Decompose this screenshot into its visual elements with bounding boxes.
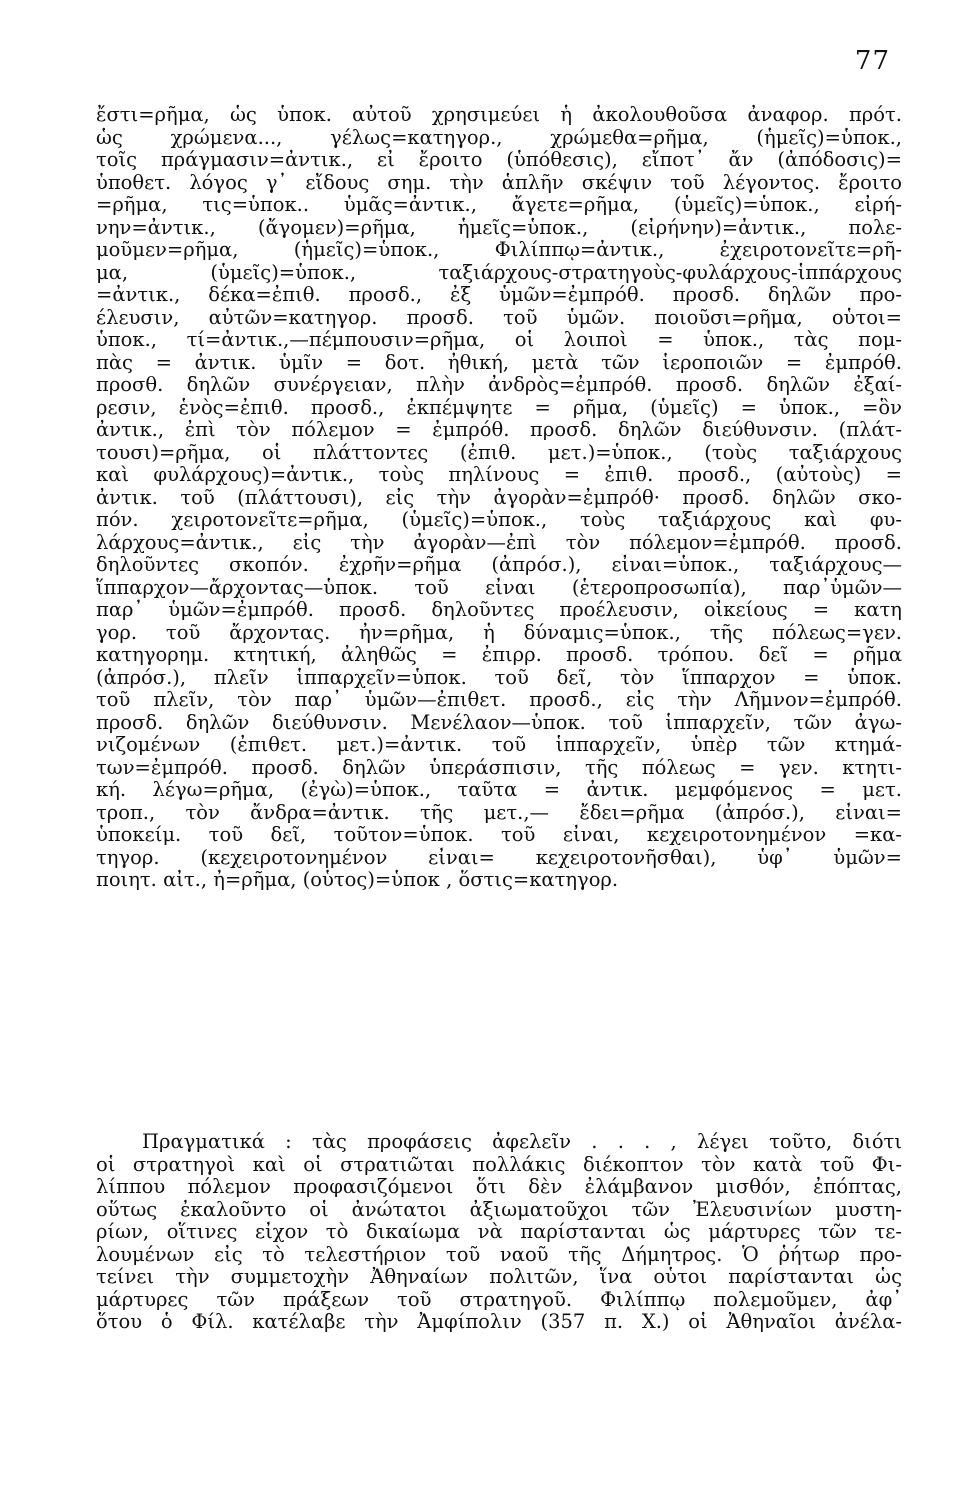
grammar-line: ὑποθετ. λόγος γ᾽ εἴδους σημ. τὴν ἁπλῆν σκέψιν τοῦ λέγοντος. ἔροιτο: [96, 171, 902, 194]
grammar-line: ἔστι=ρῆμα, ὡς ὑποκ. αὐτοῦ χρησιμεύει ἡ ἀκολουθοῦσα ἀναφορ. πρότ.: [96, 104, 902, 126]
grammar-line: κατηγορημ. κτητική, ἀληθῶς = ἐπιρρ. προσδ. τρόπου. δεῖ = ρῆμα: [96, 644, 902, 666]
grammar-line: προσδ. δηλῶν διεύθυνσιν. Μενέλαον—ὑποκ. τοῦ ἱππαρχεῖν, τῶν ἀγω-: [96, 711, 902, 734]
commentary-line: λουμένων εἰς τὸ τελεστήριον τοῦ ναοῦ τῆς Δήμητρος. Ὁ ῥήτωρ προ-: [96, 1243, 902, 1266]
grammar-line: τοῦ πλεῖν, τὸν παρ᾽ ὑμῶν—ἐπιθετ. προσδ., εἰς τὴν Λῆμνον=ἐμπρόθ.: [96, 689, 902, 711]
grammar-line: παρ᾽ ὑμῶν=ἐμπρόθ. προσδ. δηλοῦντες προέλευσιν, οἰκείους = κατη: [96, 599, 902, 621]
grammar-line: τροπ., τὸν ἄνδρα=ἀντικ. τῆς μετ.,— ἔδει=ρῆμα (ἀπρόσ.), εἶναι=: [96, 801, 902, 824]
commentary-line: τείνει τὴν συμμετοχὴν Ἀθηναίων πολιτῶν, ἵνα οὗτοι παρίστανται ὡς: [96, 1266, 902, 1288]
grammar-line: ἵππαρχον—ἄρχοντας—ὑποκ. τοῦ εἶναι (ἑτεροπροσωπία), παρ᾽ὑμῶν—: [96, 576, 902, 599]
grammar-line: πὰς = ἀντικ. ὑμῖν = δοτ. ἠθική, μετὰ τῶν ἱεροποιῶν = ἐμπρόθ.: [96, 351, 902, 374]
grammar-line: (ἀπρόσ.), πλεῖν ἱππαρχεῖν=ὑποκ. τοῦ δεῖ, τὸν ἵππαρχον = ὑποκ.: [96, 666, 902, 689]
commentary-line: ὅτου ὁ Φίλ. κατέλαβε τὴν Ἀμφίπολιν (357 π. Χ.) οἱ Ἀθηναῖοι ἀνέλα-: [96, 1311, 902, 1333]
grammar-line: τουσι)=ρῆμα, οἱ πλάττοντες (ἐπιθ. μετ.)=ὑποκ., (τοὺς ταξιάρχους: [96, 441, 902, 464]
grammar-line: ποιητ. αἰτ., ἦ=ρῆμα, (οὗτος)=ὑποκ , ὅστις=κατηγορ.: [96, 869, 619, 891]
grammar-line: =ρῆμα, τις=ὑποκ.. ὑμᾶς=ἀντικ., ἄγετε=ρῆμα, (ὑμεῖς)=ὑποκ., εἰρή-: [96, 194, 902, 216]
grammar-line: κή. λέγω=ρῆμα, (ἐγὼ)=ὑποκ., ταῦτα = ἀντικ. μεμφόμενος = μετ.: [96, 779, 902, 801]
grammar-line: προσθ. δηλῶν συνέργειαν, πλὴν ἀνδρὸς=ἐμπρόθ. προσδ. δηλῶν ἐξαί-: [96, 374, 902, 396]
grammar-line: λάρχους=ἀντικ., εἰς τὴν ἀγορὰν—ἐπὶ τὸν πόλεμον=ἐμπρόθ. προσδ.: [96, 531, 902, 554]
grammar-line: ὑποκείμ. τοῦ δεῖ, τοῦτον=ὑποκ. τοῦ εἶναι, κεχειροτονημένον =κα-: [96, 824, 902, 846]
grammar-line: πόν. χειροτονεῖτε=ρῆμα, (ὑμεῖς)=ὑποκ., τοὺς ταξιάρχους καὶ φυ-: [96, 509, 902, 531]
commentary-line: ρίων, οἵτινες εἶχον τὸ δικαίωμα νὰ παρίστανται ὡς μάρτυρες τῶν τε-: [96, 1221, 902, 1243]
grammar-line: νιζομένων (ἐπιθετ. μετ.)=ἀντικ. τοῦ ἱππαρχεῖν, ὑπὲρ τῶν κτημά-: [96, 734, 902, 756]
commentary-block: [96, 1131, 902, 1334]
grammar-line: τηγορ. (κεχειροτονημένον εἶναι= κεχειροτονῆσθαι), ὑφ᾽ ὑμῶν=: [96, 846, 902, 869]
grammar-line: καὶ φυλάρχους)=ἀντικ., τοὺς πηλίνους = ἐπιθ. προσδ., (αὐτοὺς) =: [96, 464, 902, 486]
grammar-analysis-block: [96, 104, 902, 892]
grammar-line: ἀντικ. τοῦ (πλάττουσι), εἰς τὴν ἀγορὰν=ἐμπρόθ· προσδ. δηλῶν σκο-: [96, 486, 902, 509]
grammar-line: γορ. τοῦ ἄρχοντας. ἦν=ρῆμα, ἡ δύναμις=ὑποκ., τῆς πόλεως=γεν.: [96, 621, 902, 644]
grammar-line: ὑποκ., τί=ἀντικ.,—πέμπουσιν=ρῆμα, οἱ λοιποὶ = ὑποκ., τὰς πομ-: [96, 329, 902, 351]
page-number: 77: [854, 46, 890, 76]
grammar-line: ρεσιν, ἑνὸς=ἐπιθ. προσδ., ἐκπέμψητε = ρῆμα, (ὑμεῖς) = ὑποκ., =ὃν: [96, 396, 902, 419]
grammar-line: ἀντικ., ἐπὶ τὸν πόλεμον = ἐμπρόθ. προσδ. δηλῶν διεύθυνσιν. (πλάτ-: [96, 419, 902, 441]
grammar-line: ὡς χρώμενα..., γέλως=κατηγορ., χρώμεθα=ρῆμα, (ἡμεῖς)=ὑποκ.,: [96, 126, 902, 149]
grammar-line: μοῦμεν=ρῆμα, (ἡμεῖς)=ὑποκ., Φιλίππῳ=ἀντικ., ἐχειροτονεῖτε=ρῆ-: [96, 239, 902, 261]
commentary-line: οἱ στρατηγοὶ καὶ οἱ στρατιῶται πολλάκις διέκοπτον τὸν κατὰ τοῦ Φι-: [96, 1153, 902, 1176]
grammar-line: τοῖς πράγμασιν=ἀντικ., εἰ ἔροιτο (ὑπόθεσις), εἴποτ᾽ ἄν (ἀπόδοσις)=: [96, 149, 902, 171]
grammar-line: μα, (ὑμεῖς)=ὑποκ., ταξιάρχους-στρατηγοὺς-φυλάρχους-ἱππάρχους: [96, 261, 902, 284]
commentary-line: οὕτως ἐκαλοῦντο οἱ ἀνώτατοι ἀξιωματοῦχοι τῶν Ἐλευσινίων μυστη-: [96, 1198, 902, 1221]
commentary-line: λίππου πόλεμον προφασιζόμενοι ὅτι δὲν ἐλάμβανον μισθόν, ἐπόπτας,: [96, 1176, 902, 1198]
commentary-line: Πραγματικά : τὰς προφάσεις ἀφελεῖν . . . , λέγει τοῦτο, διότι: [142, 1131, 902, 1153]
grammar-line: =ἀντικ., δέκα=ἐπιθ. προσδ., ἐξ ὑμῶν=ἐμπρόθ. προσδ. δηλῶν προ-: [96, 284, 902, 306]
grammar-line: έλευσιν, αὐτῶν=κατηγορ. προσδ. τοῦ ὑμῶν. ποιοῦσι=ρῆμα, οὗτοι=: [96, 306, 902, 329]
commentary-line: μάρτυρες τῶν πράξεων τοῦ στρατηγοῦ. Φιλίππῳ πολεμοῦμεν, ἀφ᾽: [96, 1288, 902, 1311]
grammar-line: των=ἐμπρόθ. προσδ. δηλῶν ὑπεράσπισιν, τῆς πόλεως = γεν. κτητι-: [96, 756, 902, 779]
grammar-line: δηλοῦντες σκοπόν. ἐχρῆν=ρῆμα (ἀπρόσ.), εἶναι=ὑποκ., ταξιάρχους—: [96, 554, 902, 576]
grammar-line: νην=ἀντικ., (ἄγομεν)=ρῆμα, ἡμεῖς=ὑποκ., (εἰρήνην)=ἀντικ., πολε-: [96, 216, 902, 239]
